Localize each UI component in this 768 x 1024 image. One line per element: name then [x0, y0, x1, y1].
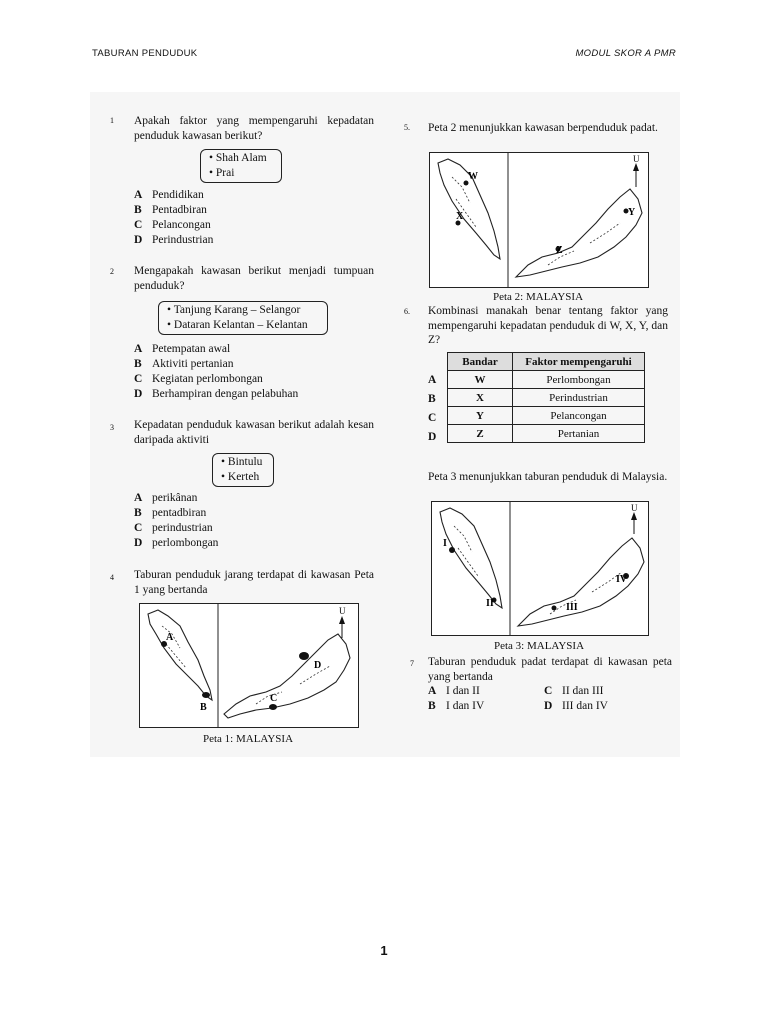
q3-box — [212, 453, 274, 487]
q2-option-c[interactable]: C Kegiatan perlombongan — [134, 373, 263, 385]
q1-box — [200, 149, 282, 183]
q6-option-b[interactable]: B — [428, 393, 436, 405]
malaysia-map-3 — [432, 502, 648, 635]
q3-option-c[interactable]: C perindustrian — [134, 522, 213, 534]
north-label: U — [633, 154, 640, 164]
q3-option-d[interactable]: D perlombongan — [134, 537, 219, 549]
q1-option-b[interactable]: B Pentadbiran — [134, 204, 207, 216]
map1-label-c: C — [270, 693, 278, 704]
table-cell-faktor: Perindustrian — [513, 389, 645, 407]
q5-number: 5. — [404, 123, 410, 132]
q7-text: Taburan penduduk padat terdapat di kawasan peta yang bertanda — [428, 656, 672, 683]
map3-dot — [449, 547, 455, 553]
q4-text: Taburan penduduk jarang terdapat di kawasan Peta 1 yang bertanda — [134, 569, 374, 596]
table-header-row — [448, 353, 645, 371]
map2-label-z: Z — [556, 245, 563, 256]
q1-option-c[interactable]: C Pelancongan — [134, 219, 211, 231]
q6-option-a[interactable]: A — [428, 374, 437, 386]
q7-number: 7 — [410, 659, 414, 668]
map3-caption: Peta 3: MALAYSIA — [493, 640, 585, 652]
q6-number: 6. — [404, 307, 410, 316]
map2-caption: Peta 2: MALAYSIA — [492, 291, 584, 303]
table-cell-bandar: W — [448, 371, 513, 389]
malaysia-map-2 — [430, 153, 648, 287]
map1-dot — [299, 652, 309, 660]
map2-label-x: X — [456, 211, 464, 222]
map1-label-d: D — [314, 660, 322, 671]
q1-options — [134, 188, 213, 248]
q2-box-item: • Dataran Kelantan – Kelantan — [167, 319, 308, 331]
q2-option-d[interactable]: D Berhampiran dengan pelabuhan — [134, 388, 299, 400]
north-label: U — [339, 606, 346, 616]
page-number: 1 — [380, 943, 388, 958]
q1-box-item: • Shah Alam — [209, 152, 267, 164]
q7-option-c[interactable]: C II dan III — [544, 685, 604, 697]
q6-option-d[interactable]: D — [428, 431, 437, 443]
q6-text: Kombinasi manakah benar tentang faktor yang mempengaruhi kepadatan penduduk di W, X, Y, dan Z? — [428, 305, 668, 346]
map-peta-3 — [431, 501, 649, 636]
table-cell-faktor: Pertanian — [513, 425, 645, 443]
q1-text: Apakah faktor yang mempengaruhi kepadatan penduduk kawasan berikut? — [134, 115, 374, 142]
q3-option-a[interactable]: A perikânan — [134, 492, 198, 504]
q1-option-d[interactable]: D Perindustrian — [134, 234, 214, 246]
map3-dot — [552, 606, 557, 611]
q4-number: 4 — [110, 573, 114, 582]
map2-label-w: W — [468, 171, 478, 182]
q3-text: Kepadatan penduduk kawasan berikut adalah kesan daripada aktiviti — [134, 419, 374, 446]
map-peta-1 — [139, 603, 359, 728]
q3-box-item: • Bintulu — [221, 456, 263, 468]
table-header: Bandar — [448, 353, 513, 371]
map2-label-y: Y — [628, 207, 636, 218]
table-header: Faktor mempengaruhi — [513, 353, 645, 371]
peta3-intro: Peta 3 menunjukkan taburan penduduk di Malaysia. — [428, 471, 668, 483]
q6-option-c[interactable]: C — [428, 412, 437, 424]
q3-box-item: • Kerteh — [221, 471, 260, 483]
map3-label-iv: IV — [616, 574, 628, 585]
map1-dot — [202, 692, 210, 698]
q2-box — [158, 301, 328, 335]
q1-box-item: • Prai — [209, 167, 235, 179]
q3-number: 3 — [110, 423, 114, 432]
q3-options — [134, 491, 218, 551]
q7-option-d[interactable]: D III dan IV — [544, 700, 608, 712]
q7-option-b[interactable]: B I dan IV — [428, 700, 485, 712]
table-row — [448, 407, 645, 425]
header-title: TABURAN PENDUDUK — [92, 48, 198, 59]
table-cell-faktor: Perlombongan — [513, 371, 645, 389]
table-row — [448, 371, 645, 389]
north-label: U — [631, 503, 638, 513]
map1-dot — [269, 704, 277, 710]
table-cell-bandar: Y — [448, 407, 513, 425]
map1-label-a: A — [166, 632, 174, 643]
map3-label-ii: II — [486, 598, 494, 609]
q3-option-b[interactable]: B pentadbiran — [134, 507, 207, 519]
q2-option-a[interactable]: A Petempatan awal — [134, 343, 231, 355]
table-cell-faktor: Pelancongan — [513, 407, 645, 425]
q2-number: 2 — [110, 267, 114, 276]
q2-option-b[interactable]: B Aktiviti pertanian — [134, 358, 234, 370]
map-peta-2 — [429, 152, 649, 288]
table-row — [448, 425, 645, 443]
table-row — [448, 389, 645, 407]
map3-label-i: I — [443, 538, 447, 549]
map1-label-b: B — [200, 702, 207, 713]
table-cell-bandar: Z — [448, 425, 513, 443]
map3-label-iii: III — [566, 602, 578, 613]
map1-caption: Peta 1: MALAYSIA — [202, 733, 294, 745]
header-module: MODUL SKOR A PMR — [575, 48, 676, 59]
q2-text: Mengapakah kawasan berikut menjadi tumpuan penduduk? — [134, 265, 374, 292]
q2-box-item: • Tanjung Karang – Selangor — [167, 304, 301, 316]
factor-table — [447, 352, 645, 443]
q5-text: Peta 2 menunjukkan kawasan berpenduduk padat. — [428, 122, 658, 134]
malaysia-map-1 — [140, 604, 358, 727]
q7-option-a[interactable]: A I dan II — [428, 685, 480, 697]
q1-option-a[interactable]: A Pendidikan — [134, 189, 204, 201]
q1-number: 1 — [110, 116, 114, 125]
q2-options — [134, 342, 298, 402]
table-cell-bandar: X — [448, 389, 513, 407]
